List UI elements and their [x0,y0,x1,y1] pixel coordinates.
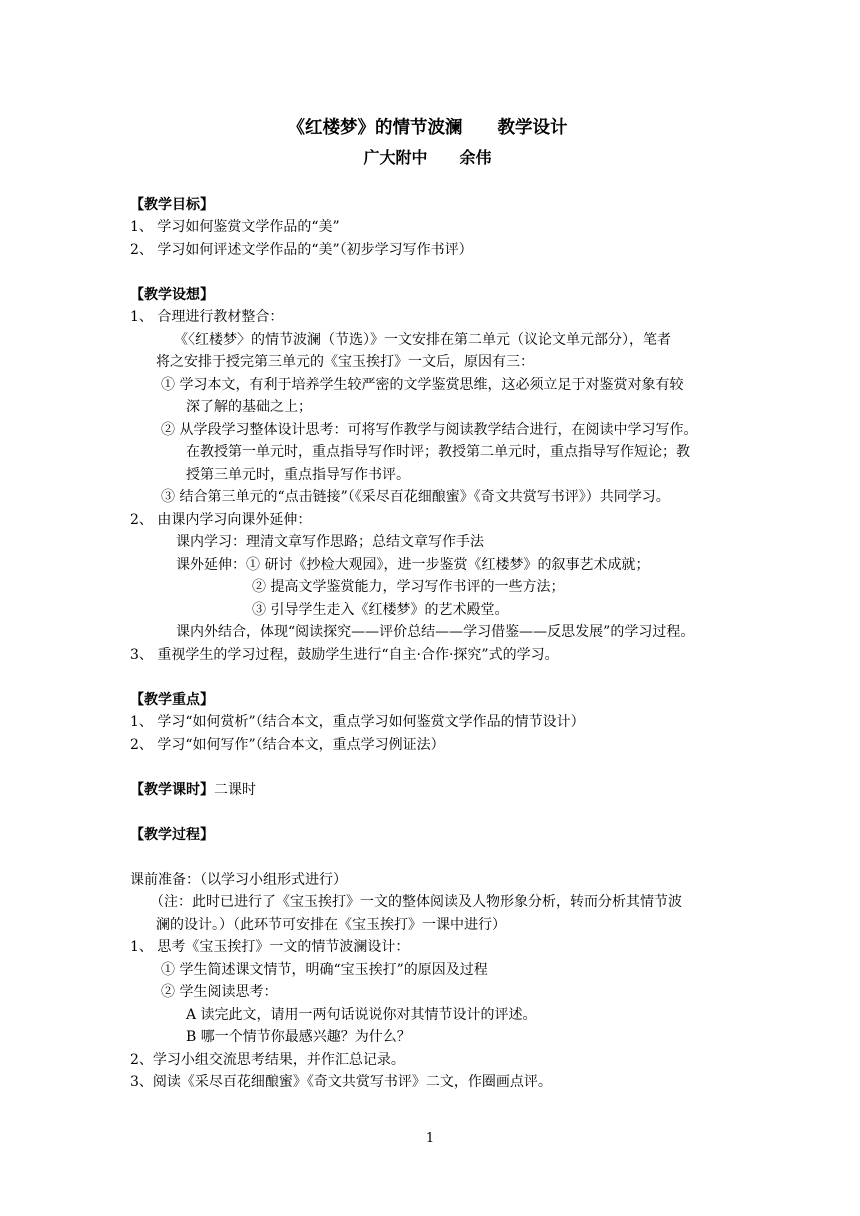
extension-2: ② 提高文学鉴赏能力，学习写作书评的一些方法； [252,579,565,595]
goal-item: 2、 学习如何评述文学作品的“美”（初步学习写作书评） [130,241,473,258]
question-a: A 读完此文，请用一两句话说说你对其情节设计的评述。 [186,1006,537,1023]
spacer [130,261,735,284]
reason-3: ③ 结合第三单元的“点击链接”（《采尽百花细酿蜜》《奇文共赏写书评》）共同学习。 [161,489,670,505]
document-title: 《红楼梦》的情节波澜 教学设计 [287,118,568,138]
in-class-study: 课内学习：理清文章写作思路；总结文章写作手法 [176,534,484,550]
process-step-1: 1、 思考《宝玉挨打》一文的情节波澜设计： [130,939,410,955]
design-point-1: 1、 合理进行教材整合： [130,309,284,325]
process-step-3: 3、阅读《采尽百花细酿蜜》《奇文共赏写书评》二文，作圈画点评。 [130,1074,552,1090]
section-heading-process: 【教学过程】 [130,826,214,843]
hours-value: 二课时 [214,781,256,798]
design-point-3: 3、 重视学生的学习过程，鼓励学生进行“自主·合作·探究”式的学习。 [130,646,559,663]
extension-3: ③ 引导学生走入《红楼梦》的艺术殿堂。 [252,601,509,618]
focus-item: 2、 学习“如何写作”（结合本文，重点学习例证法） [130,736,445,753]
spacer [130,801,735,824]
spacer [130,171,735,194]
section-process [130,824,735,1094]
spacer [130,846,735,869]
note-cont: 澜的设计。）（此环节可安排在《宝玉挨打》一课中进行） [156,916,506,933]
reason-2-cont: 授第三单元时，重点指导写作书评。 [186,466,410,483]
combine-note: 课内外结合，体现“阅读探究——评价总结——学习借鉴——反思发展”的学习过程。 [176,624,695,640]
document-body [130,115,735,1094]
goal-item: 1、 学习如何鉴赏文学作品的“美” [130,219,340,235]
reason-2-cont: 在教授第一单元时，重点指导写作时评；教授第二单元时，重点指导写作短论；教 [186,444,690,460]
spacer [130,756,735,779]
design-paragraph: 将之安排于授完第三单元的《宝玉挨打》一文后，原因有三： [156,354,534,370]
document-author: 广大附中 余伟 [363,148,492,167]
note: （注：此时已进行了《宝玉挨打》一文的整体阅读及人物形象分析，转而分析其情节波 [150,894,682,910]
section-heading-focus: 【教学重点】 [130,691,214,708]
process-sub-1: ① 学生简述课文情节，明确“宝玉挨打”的原因及过程 [161,961,488,978]
section-heading-design: 【教学设想】 [130,286,214,303]
section-goals [130,194,735,262]
spacer [130,666,735,689]
process-step-2: 2、学习小组交流思考结果，并作汇总记录。 [130,1051,405,1068]
section-heading-goals: 【教学目标】 [130,196,214,213]
reason-1-cont: 深了解的基础之上； [186,399,312,415]
question-b: B 哪一个情节你最感兴趣？为什么？ [186,1029,411,1045]
design-paragraph: 《〈红楼梦〉的情节波澜（节选）》一文安排在第二单元（议论文单元部分），笔者 [174,331,671,348]
extension-1: 课外延伸：① 研讨《抄检大观园》，进一步鉴赏《红楼梦》的叙事艺术成就； [176,556,650,573]
page-number: 1 [425,1131,435,1146]
focus-item: 1、 学习“如何赏析”（结合本文，重点学习如何鉴赏文学作品的情节设计） [130,714,585,730]
process-sub-2: ② 学生阅读思考： [161,984,278,1000]
design-point-2: 2、 由课内学习向课外延伸： [130,511,312,528]
section-design [130,284,735,667]
preparation: 课前准备：（以学习小组形式进行） [130,871,347,888]
section-heading-hours: 【教学课时】 [130,781,214,798]
section-hours [130,779,735,802]
reason-2: ② 从学段学习整体设计思考：可将写作教学与阅读教学结合进行，在阅读中学习写作。 [161,421,698,438]
section-focus [130,689,735,757]
reason-1: ① 学习本文，有利于培养学生较严密的文学鉴赏思维，这必须立足于对鉴赏对象有较 [161,376,684,393]
